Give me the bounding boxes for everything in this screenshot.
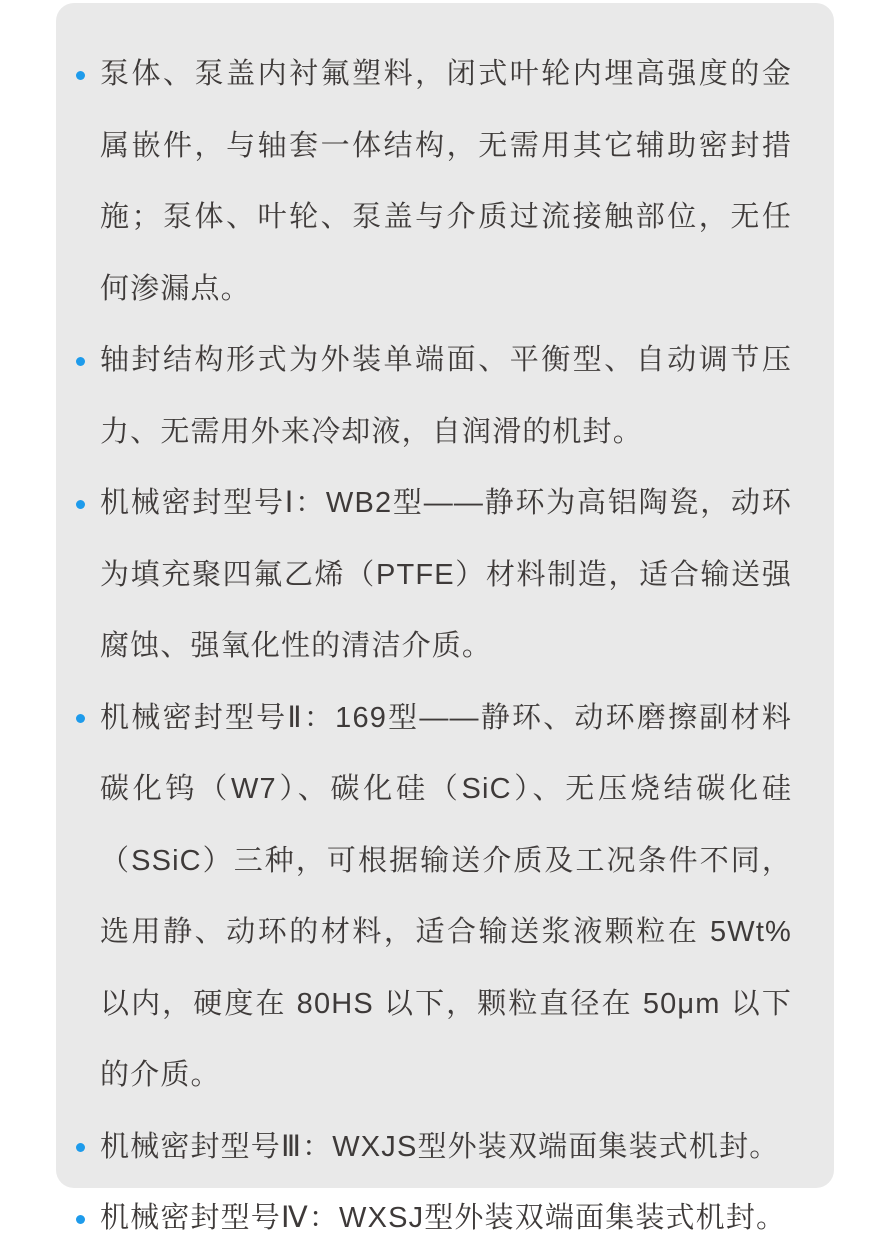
list-item: [56, 683, 792, 1112]
bullet-text: 机械密封型号Ⅱ：169型——静环、动环磨擦副材料碳化钨（W7）、碳化硅（SiC）、无压烧结碳化硅（SSiC）三种，可根据输送介质及工况条件不同，选用静、动环的材料，适合输送浆液颗粒在 5Wt%以内，硬度在 80HS 以下，颗粒直径在 50μm 以下的介质。: [100, 701, 792, 1091]
bullet-dot-icon: [76, 357, 85, 366]
bullet-dot-icon: [76, 71, 85, 80]
bullet-dot-icon: [76, 1143, 85, 1152]
bullet-text: 泵体、泵盖内衬氟塑料，闭式叶轮内埋高强度的金属嵌件，与轴套一体结构，无需用其它辅助密封措施；泵体、叶轮、泵盖与介质过流接触部位，无任何渗漏点。: [100, 58, 792, 305]
content-card: [56, 3, 834, 1234]
bullet-dot-icon: [76, 1215, 85, 1224]
bullet-dot-icon: [76, 500, 85, 509]
bullet-text: 机械密封型号Ⅳ：WXSJ型外装双端面集装式机封。: [100, 1202, 787, 1234]
list-item: [56, 1183, 792, 1255]
bullet-text: 机械密封型号Ⅲ：WXJS型外装双端面集装式机封。: [100, 1130, 780, 1163]
list-item: [56, 468, 792, 683]
list-item: [56, 1112, 792, 1184]
list-item: [56, 325, 792, 468]
bullet-text: 机械密封型号Ⅰ：WB2型——静环为高铝陶瓷，动环为填充聚四氟乙烯（PTFE）材料制造，适合输送强腐蚀、强氧化性的清洁介质。: [100, 487, 792, 662]
list-item: [56, 39, 792, 325]
bullet-dot-icon: [76, 714, 85, 723]
bullet-text: 轴封结构形式为外装单端面、平衡型、自动调节压力、无需用外来冷却液，自润滑的机封。: [100, 344, 792, 448]
feature-list: [56, 39, 792, 1255]
